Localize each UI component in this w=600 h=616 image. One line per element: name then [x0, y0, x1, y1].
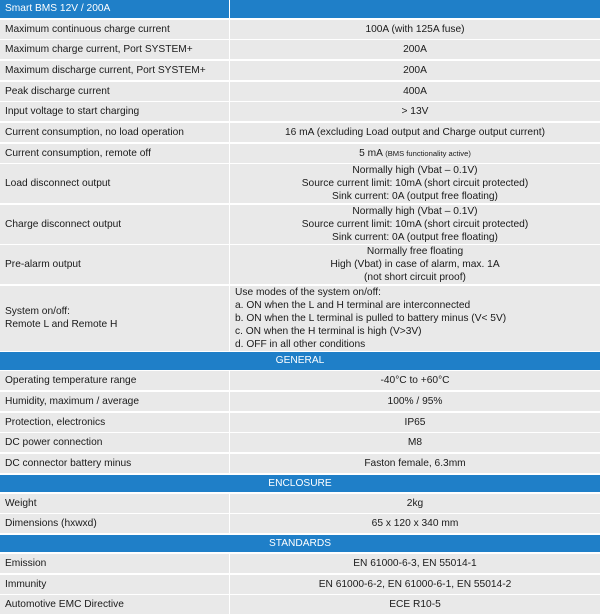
- spec-value-line: [405, 416, 426, 429]
- spec-value: [230, 392, 600, 412]
- spec-value: [230, 245, 600, 285]
- spec-value-text: 2kg: [406, 497, 424, 509]
- spec-value-line: [403, 85, 427, 98]
- spec-value-text: IP65: [404, 416, 426, 428]
- spec-value-text: 5 mA: [359, 147, 383, 159]
- spec-value: [230, 20, 600, 40]
- spec-label-line: Remote L and Remote H: [5, 319, 118, 331]
- spec-value-text: b. ON when the L terminal is pulled to battery minus (V< 5V): [235, 312, 507, 324]
- spec-label-dimensions-hxwxd: Dimensions (hxwxd): [0, 514, 230, 534]
- spec-label-charge-disconnect-output: Charge disconnect output: [0, 205, 230, 245]
- product-title: Smart BMS 12V / 200A: [0, 0, 230, 19]
- spec-label-maximum-discharge-current-port-system: Maximum discharge current, Port SYSTEM+: [0, 61, 230, 81]
- spec-value-line: [353, 557, 476, 570]
- spec-label-current-consumption-remote-off: Current consumption, remote off: [0, 144, 230, 164]
- spec-value-line: [403, 43, 427, 56]
- spec-value-text: Sink current: 0A (output free floating): [332, 231, 498, 243]
- spec-value-text: c. ON when the H terminal is high (V>3V): [235, 325, 422, 337]
- spec-value-text: 200A: [403, 44, 427, 56]
- spec-value-line: [330, 245, 499, 258]
- spec-value: [230, 123, 600, 143]
- spec-label-operating-temperature-range: Operating temperature range: [0, 371, 230, 391]
- spec-label-emission: Emission: [0, 554, 230, 574]
- spec-label-immunity: Immunity: [0, 575, 230, 595]
- spec-value-text: 100% / 95%: [387, 395, 443, 407]
- spec-value-text: Source current limit: 10mA (short circuit protected): [301, 218, 529, 230]
- spec-value-line: [235, 338, 506, 351]
- spec-value: [230, 554, 600, 574]
- spec-value-line: [402, 105, 429, 118]
- spec-value-text: Source current limit: 10mA (short circuit protected): [301, 178, 529, 190]
- spec-value-line: [330, 271, 499, 284]
- spec-value-text: d. OFF in all other conditions: [235, 338, 366, 350]
- spec-value-text: 65 x 120 x 340 mm: [371, 518, 459, 530]
- spec-value-note: (BMS functionality active): [385, 148, 471, 158]
- spec-value-line: [319, 578, 512, 591]
- spec-value-text: 100A (with 125A fuse): [365, 23, 465, 35]
- spec-value: [230, 413, 600, 433]
- spec-value: [230, 514, 600, 534]
- spec-value-line: [403, 64, 427, 77]
- spec-value-line: [235, 299, 506, 312]
- spec-value-line: [302, 164, 528, 177]
- spec-value-line: [235, 286, 506, 299]
- spec-value-text: Sink current: 0A (output free floating): [332, 191, 498, 203]
- spec-value: [230, 575, 600, 595]
- spec-value-line: [407, 497, 423, 510]
- spec-label-automotive-emc-directive: Automotive EMC Directive: [0, 595, 230, 615]
- spec-value-text: EN 61000-6-3, EN 55014-1: [353, 557, 477, 569]
- spec-value-text: a. ON when the L and H terminal are interconnected: [235, 299, 471, 311]
- spec-value-line: [235, 312, 506, 325]
- spec-value-text: > 13V: [401, 106, 429, 118]
- spec-label-protection-electronics: Protection, electronics: [0, 413, 230, 433]
- spec-value-line: [388, 395, 443, 408]
- spec-value: [230, 82, 600, 102]
- spec-value: [230, 595, 600, 615]
- spec-value-line: [359, 147, 471, 160]
- spec-value: [230, 433, 600, 453]
- spec-value: [230, 61, 600, 81]
- spec-label-dc-connector-battery-minus: DC connector battery minus: [0, 454, 230, 474]
- spec-value-text: Faston female, 6.3mm: [364, 458, 466, 470]
- spec-value-line: [302, 205, 528, 218]
- spec-value: [230, 454, 600, 474]
- spec-value: [230, 371, 600, 391]
- spec-value-text: 16 mA (excluding Load output and Charge output current): [285, 126, 545, 138]
- spec-value-text: Normally high (Vbat – 0.1V): [352, 165, 478, 177]
- spec-value: [230, 494, 600, 514]
- spec-value-line: [285, 126, 545, 139]
- spec-label-input-voltage-to-start-charging: Input voltage to start charging: [0, 102, 230, 122]
- spec-label-peak-discharge-current: Peak discharge current: [0, 82, 230, 102]
- spec-label-humidity-maximum-average: Humidity, maximum / average: [0, 392, 230, 412]
- spec-value-line: [302, 190, 528, 203]
- spec-label-maximum-charge-current-port-system: Maximum charge current, Port SYSTEM+: [0, 40, 230, 60]
- spec-value-line: [372, 517, 459, 530]
- spec-value: [230, 102, 600, 122]
- spec-value-text: (not short circuit proof): [364, 272, 466, 284]
- spec-value-line: [364, 457, 465, 470]
- spec-label-maximum-continuous-charge-current: Maximum continuous charge current: [0, 20, 230, 40]
- spec-value-line: [389, 598, 441, 611]
- spec-value-line: [408, 436, 422, 449]
- spec-label-dc-power-connection: DC power connection: [0, 433, 230, 453]
- spec-value-text: 400A: [403, 85, 427, 97]
- spec-value-text: M8: [407, 437, 423, 449]
- spec-label-line: System on/off:: [5, 306, 70, 318]
- spec-value-line: [302, 177, 528, 190]
- spec-label-system-on-off-remote-l-and-remote-h: [0, 286, 230, 352]
- spec-value-text: EN 61000-6-2, EN 61000-6-1, EN 55014-2: [318, 578, 512, 590]
- spec-value: [230, 205, 600, 245]
- spec-value-text: ECE R10-5: [389, 599, 441, 611]
- section-header-general: GENERAL: [0, 352, 600, 370]
- spec-value-text: -40°C to +60°C: [380, 375, 450, 387]
- spec-label-pre-alarm-output: Pre-alarm output: [0, 245, 230, 285]
- section-header-standards: STANDARDS: [0, 535, 600, 553]
- spec-value-line: [235, 325, 506, 338]
- spec-value: [230, 286, 600, 352]
- spec-label-load-disconnect-output: Load disconnect output: [0, 164, 230, 204]
- spec-value-line: [380, 374, 449, 387]
- section-header-enclosure: ENCLOSURE: [0, 475, 600, 493]
- spec-value-text: Normally high (Vbat – 0.1V): [352, 205, 478, 217]
- product-title-blank: [230, 0, 600, 19]
- spec-value: [230, 40, 600, 60]
- spec-value-line: [365, 23, 464, 36]
- spec-label-current-consumption-no-load-operation: Current consumption, no load operation: [0, 123, 230, 143]
- spec-value: [230, 144, 600, 164]
- spec-value: [230, 164, 600, 204]
- spec-value-text: Normally free floating: [366, 246, 464, 258]
- spec-value-text: High (Vbat) in case of alarm, max. 1A: [330, 259, 500, 271]
- spec-value-line: [330, 258, 499, 271]
- spec-value-line: [302, 231, 528, 244]
- spec-value-text: Use modes of the system on/off:: [235, 286, 381, 298]
- spec-value-line: [302, 218, 528, 231]
- spec-label-weight: Weight: [0, 494, 230, 514]
- spec-value-text: 200A: [403, 64, 427, 76]
